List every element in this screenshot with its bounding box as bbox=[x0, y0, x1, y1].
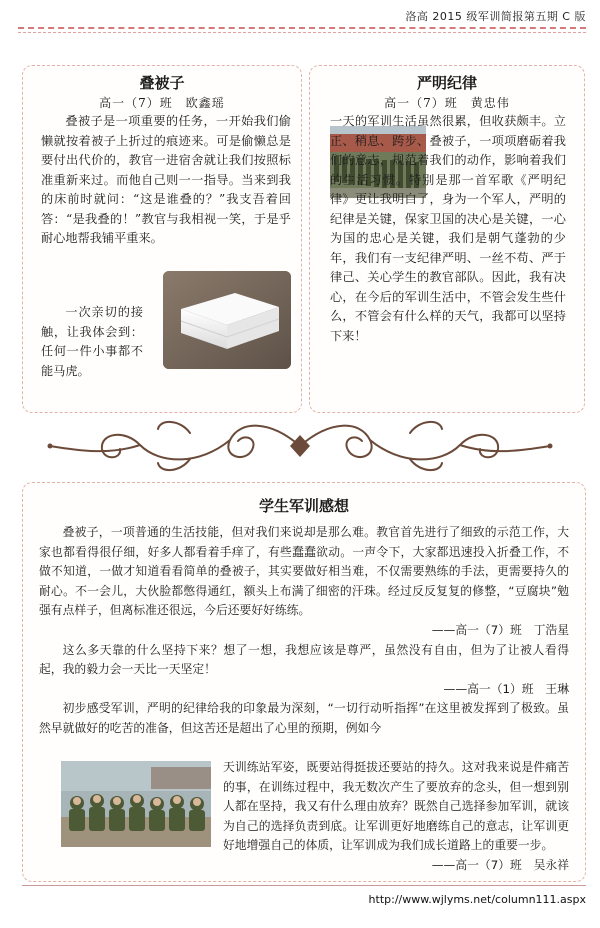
bottom-article-body bbox=[39, 523, 569, 739]
decorative-ornament-icon bbox=[40, 415, 560, 477]
bottom-article-panel bbox=[22, 482, 586, 882]
bottom-paragraph-1: 叠被子，一项普通的生活技能，但对我们来说却是那么难。教官首先进行了细致的示范工作，大家也都看得很仔细，好多人都看着手痒了，有些蠢蠢欲动。一声令下，大家都迅速投入折叠工作，不做不知道，一做才知道看看简单的叠被子，其实要做好相当难，不仅需要熟练的手法，更需要持久的耐心。不一会儿，大伙脸都憋得通红，额头上布满了细密的汗珠。经过反反复复的修整，“豆腐块”勉强有点样子，但离标准还很远，今后还要好好练练。 bbox=[39, 525, 569, 618]
left-paragraph-2: 一次亲切的接触，让我体会到：任何一件小事都不能马虎。 bbox=[41, 305, 143, 378]
left-article-author: 高一（7）班 欧鑫瑶 bbox=[99, 96, 225, 110]
header-rule-thin bbox=[18, 32, 586, 33]
left-paragraph-1: 叠被子是一项重要的任务，一开始我们偷懒就按着被子上折过的痕迹来。可是偷懒总是要付出代价的，教官一进宿舍就让我们按照标准重新来过。而他自己则一一指导。当来到我的床前时就问：“这是谁叠的？”我支吾着回答：“是我叠的！”教官与我相视一笑，于是乎耐心地帮我铺平重来。 bbox=[41, 114, 291, 245]
right-paragraph-1: 一天的军训生活虽然很累，但收获颇丰。立正、稍息、跨步、叠被子，一项项磨砺着我们的意志，规范着我们的动作，影响着我们的生活习惯。特别是那一首军歌《严明纪律》更让我明白了，身为一个军人，严明的纪律是关键，保家卫国的决心是关键，一心为国的忠心是关键，我们是朝气蓬勃的少年，我们有一支纪律严明、一丝不苟、严于律己、关心学生的教官部队。因此，我有决心，在今后的军训生活中，不管会发生些什么，不管会有什么样的天气，我都可以坚持下来！ bbox=[330, 114, 566, 343]
footer-rule bbox=[22, 885, 586, 886]
right-article-title: 严明纪律 bbox=[416, 74, 477, 92]
bottom-paragraph-3-top: 初步感受军训，严明的纪律给我的印象最为深刻，“一切行动听指挥”在这里被发挥到了极致。虽然早就做好的吃苦的准备，但这苦还是超出了心里的预期，例如今 bbox=[39, 701, 569, 735]
left-article-title: 叠被子 bbox=[139, 74, 185, 92]
folded-quilt-image bbox=[163, 271, 291, 369]
left-article-body-tail bbox=[41, 303, 143, 381]
header-rule bbox=[18, 27, 586, 29]
bottom-paragraph-2: 这么多天靠的什么坚持下来？想了一想，我想应该是尊严，虽然没有自由，但为了让被人看得起，我的毅力会一天比一天坚定！ bbox=[39, 642, 569, 677]
header-title: 洛高 2015 级军训简报第五期 C 版 bbox=[405, 10, 586, 23]
bottom-signature-3: ——高一（7）班 吴永祥 bbox=[431, 857, 569, 872]
group-photo-image bbox=[61, 761, 211, 847]
folded-quilt-photo bbox=[163, 271, 291, 369]
right-article-author: 高一（7）班 黄忠伟 bbox=[384, 96, 510, 110]
students-group-photo bbox=[61, 761, 211, 847]
bottom-article-title: 学生军训感想 bbox=[258, 497, 349, 515]
bottom-signature-2: ——高一（1）班 王琳 bbox=[443, 681, 569, 696]
right-article-panel bbox=[309, 65, 585, 413]
right-article-body bbox=[330, 112, 566, 346]
bottom-signature-1: ——高一（7）班 丁浩星 bbox=[431, 622, 569, 637]
left-article-body bbox=[41, 112, 291, 249]
bottom-paragraph-3-rest: 天训练站军姿，既要站得挺拔还要站的持久。这对我来说是件痛苦的事，在训练过程中，我无数次产生了要放弃的念头，但一想到别人都在坚持，我又有什么理由放弃？既然自己选择参加军训，就该为自己的选择负责到底。让军训更好地磨练自己的意志，让军训更好地增强自己的体质，让军训成为我们成长道路上的重要一步。 bbox=[223, 760, 569, 853]
footer-url[interactable]: http://www.wjlyms.net/column111.aspx bbox=[368, 893, 586, 906]
left-article-panel bbox=[22, 65, 302, 413]
bottom-article-body-right bbox=[223, 758, 569, 876]
